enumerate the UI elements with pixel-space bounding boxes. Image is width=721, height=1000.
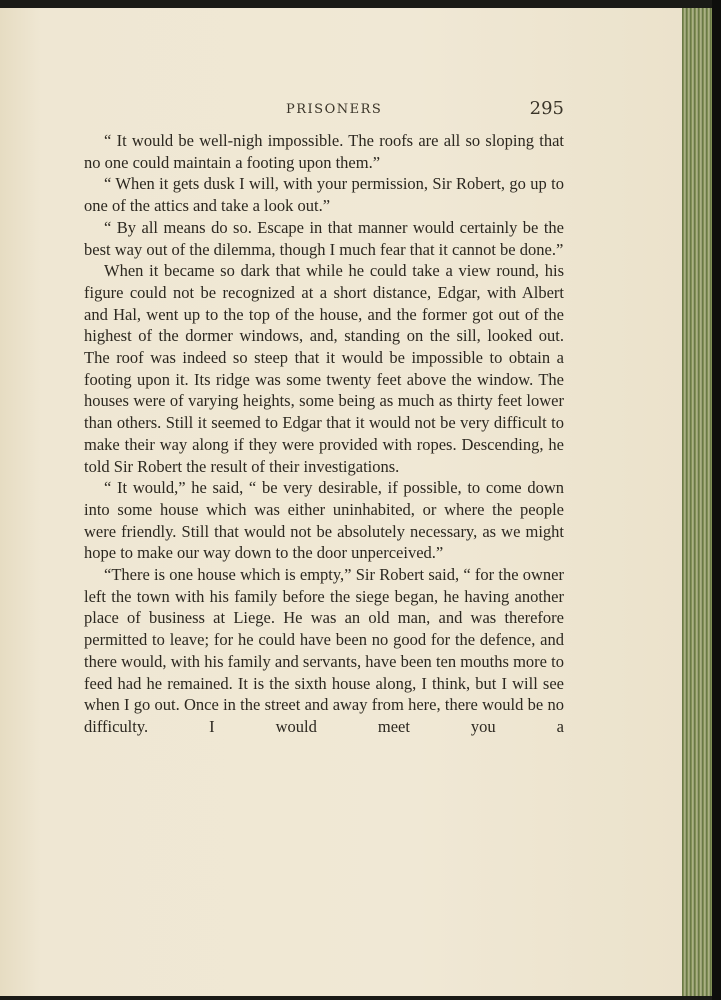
paragraph: When it became so dark that while he could take a view round, his figure could not be recognized at a short distance, Edgar, with Albert and Hal, went up to the top of the house, and the former got out of the highest of the dormer windows, and, standing on the sill, looked out. The roof was indeed so steep that it would be impossible to obtain a footing upon it. Its ridge was some twenty feet above the window. The houses were of varying heights, some being as much as thirty feet lower than others. Still it seemed to Edgar that it would not be very difficult to make their way along if they were provided with ropes. Descending, he told Sir Robert the result of their investigations.: [84, 261, 564, 476]
paragraph: “ It would,” he said, “ be very desirable, if possible, to come down into some house which was either uninhabited, or where the people were friendly. Still that would not be absolutely necessary, as we might hope to make our way down to the door unperceived.”: [84, 478, 564, 563]
book-spine-shadow: [712, 0, 721, 1000]
page-number: 295: [529, 98, 564, 119]
paragraph: “ By all means do so. Escape in that manner would certainly be the best way out of the dilemma, though I much fear that it cannot be done.”: [84, 217, 564, 259]
body-text: [84, 130, 564, 738]
paragraph: “There is one house which is empty,” Sir Robert said, “ for the owner left the town with his family before the siege began, he having another place of business at Liege. He was an old man, and was therefore permitted to leave; for he could have been no good for the defence, and there would, with his family and servants, have been ten mouths more to feed had he remained. It is the sixth house along, I think, but I will see when I go out. Once in the street and away from here, there would be no difficulty. I would meet you a: [84, 565, 564, 736]
paragraph: “ When it gets dusk I will, with your permission, Sir Robert, go up to one of the attics and take a look out.”: [84, 174, 564, 216]
paragraph: “ It would be well-nigh impossible. The roofs are all so sloping that no one could maintain a footing upon them.”: [84, 131, 564, 172]
page-edges: [682, 8, 715, 996]
page-header: [84, 98, 564, 120]
running-title: PRISONERS: [286, 102, 383, 117]
